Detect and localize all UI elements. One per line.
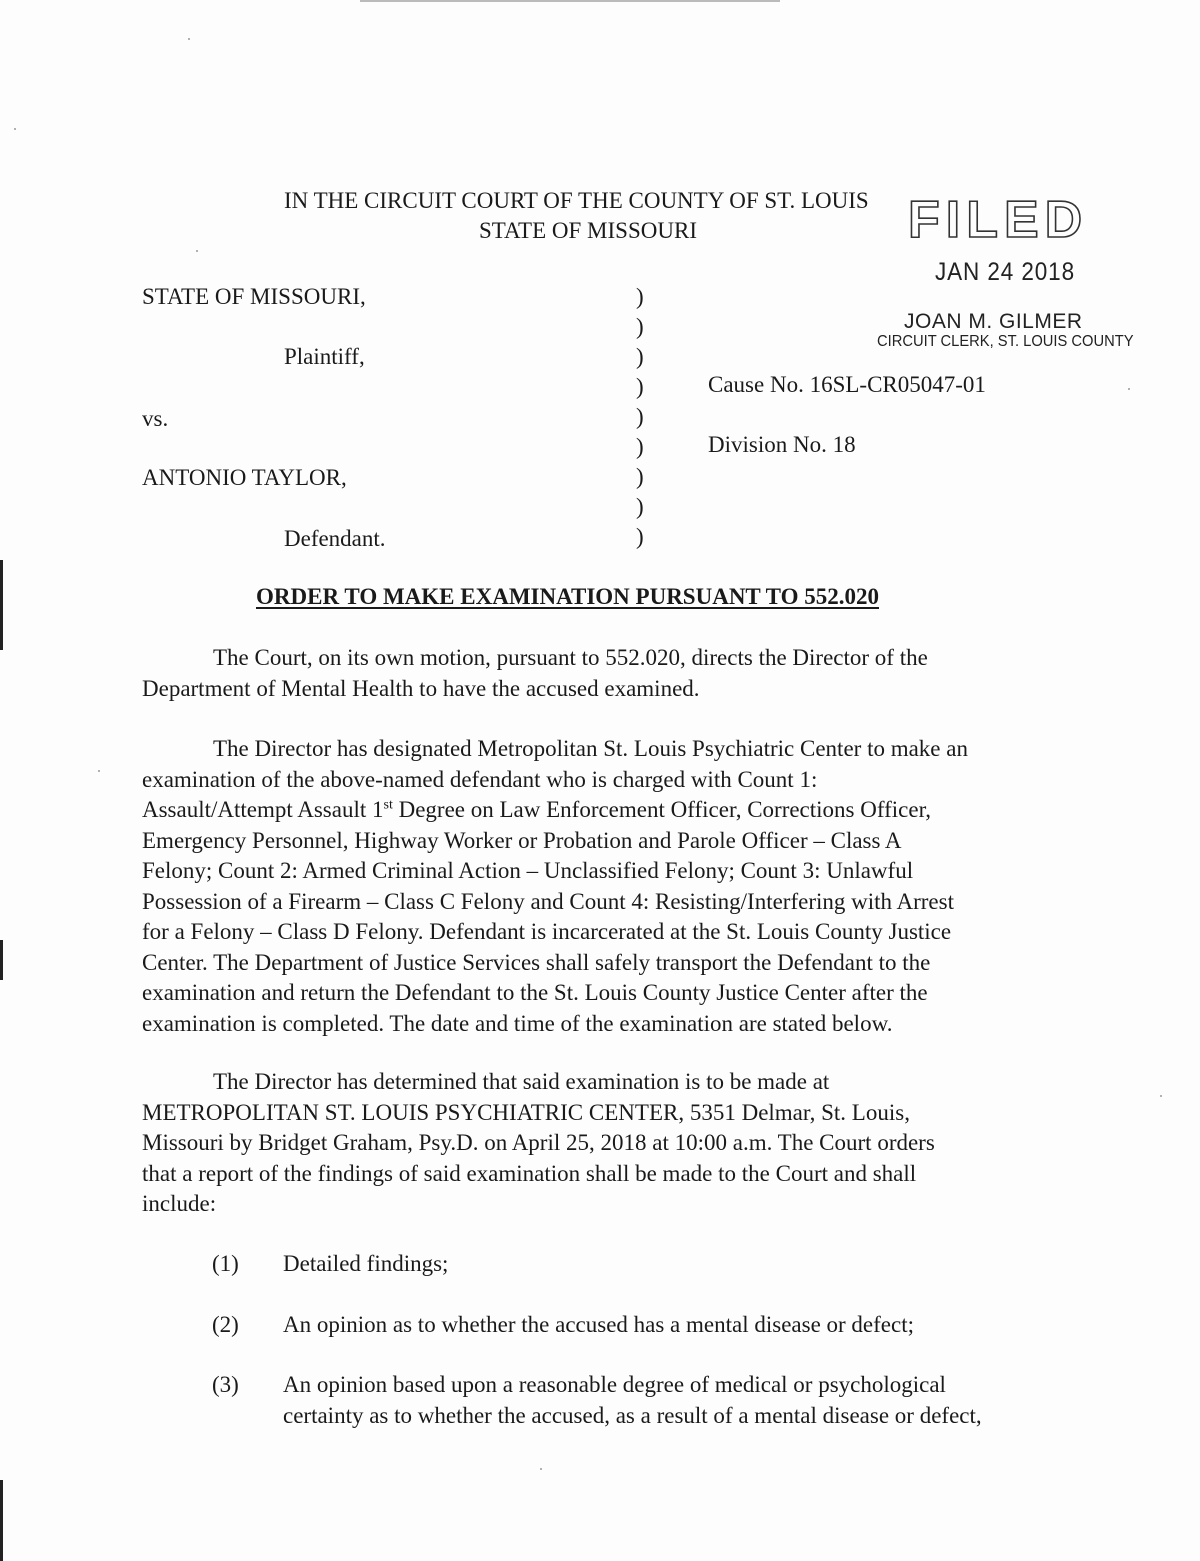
paragraph-line: Missouri by Bridget Graham, Psy.D. on April 25, 2018 at 10:00 a.m. The Court orders bbox=[142, 1130, 935, 1155]
scan-speck bbox=[540, 1468, 542, 1470]
paragraph-line: Felony; Count 2: Armed Criminal Action – Unclassified Felony; Count 3: Unlawful bbox=[142, 858, 914, 883]
item-text: An opinion as to whether the accused has a mental disease or defect; bbox=[283, 1312, 914, 1337]
item-text: An opinion based upon a reasonable degree of medical or psychological bbox=[283, 1372, 946, 1397]
court-state: STATE OF MISSOURI bbox=[479, 218, 697, 243]
court-heading: IN THE CIRCUIT COURT OF THE COUNTY OF ST. LOUIS bbox=[284, 188, 869, 213]
paragraph-line: The Court, on its own motion, pursuant to 552.020, directs the Director of the bbox=[213, 645, 928, 670]
item-number: (3) bbox=[212, 1372, 239, 1397]
paragraph-line: Emergency Personnel, Highway Worker or Probation and Parole Officer – Class A bbox=[142, 827, 902, 853]
cause-number: Cause No. 16SL-CR05047-01 bbox=[708, 372, 986, 397]
caption-paren: ) bbox=[636, 284, 644, 309]
paragraph-line: Department of Mental Health to have the accused examined. bbox=[142, 675, 700, 701]
clerk-title: CIRCUIT CLERK, ST. LOUIS COUNTY bbox=[877, 333, 1134, 350]
item-number: (2) bbox=[212, 1312, 239, 1337]
paragraph-line: METROPOLITAN ST. LOUIS PSYCHIATRIC CENTER, 5351 Delmar, St. Louis, bbox=[142, 1099, 910, 1125]
paragraph-line: The Director has determined that said examination is to be made at bbox=[213, 1069, 830, 1094]
defendant-name: ANTONIO TAYLOR, bbox=[142, 465, 347, 490]
scan-speck bbox=[188, 38, 190, 40]
clerk-name: JOAN M. GILMER bbox=[904, 310, 1083, 333]
scan-speck bbox=[1160, 1095, 1162, 1097]
paragraph-designation bbox=[142, 734, 1072, 1039]
paragraph-line: for a Felony – Class D Felony. Defendant is incarcerated at the St. Louis County Justice bbox=[142, 919, 952, 944]
paragraph-line: examination of the above-named defendant who is charged with Count 1: bbox=[142, 766, 818, 792]
paragraph-examination bbox=[142, 1067, 1072, 1220]
order-title: ORDER TO MAKE EXAMINATION PURSUANT TO 552.020 bbox=[256, 584, 879, 609]
caption-paren: ) bbox=[636, 314, 644, 339]
caption-paren: ) bbox=[636, 524, 644, 549]
paragraph-line: include: bbox=[142, 1191, 217, 1216]
scan-speck bbox=[196, 250, 198, 252]
scan-speck bbox=[98, 770, 100, 772]
item-text: certainty as to whether the accused, as a result of a mental disease or defect, bbox=[283, 1403, 982, 1428]
paragraph-line: The Director has designated Metropolitan St. Louis Psychiatric Center to make an bbox=[213, 736, 968, 761]
item-text: Detailed findings; bbox=[283, 1251, 449, 1276]
paragraph-line: examination and return the Defendant to the St. Louis County Justice Center after the bbox=[142, 980, 928, 1005]
scan-edge-mark bbox=[0, 560, 3, 650]
filed-date: JAN 24 2018 bbox=[935, 258, 1075, 286]
scan-speck bbox=[14, 128, 16, 130]
caption-paren: ) bbox=[636, 374, 644, 399]
paragraph-line: Center. The Department of Justice Services shall safely transport the Defendant to the bbox=[142, 949, 931, 975]
plaintiff-name: STATE OF MISSOURI, bbox=[142, 284, 366, 309]
caption-paren: ) bbox=[636, 344, 644, 369]
paragraph-line: that a report of the findings of said examination shall be made to the Court and shall bbox=[142, 1160, 917, 1186]
scan-edge-mark bbox=[0, 940, 3, 980]
versus-label: vs. bbox=[142, 406, 169, 431]
scan-edge-mark bbox=[0, 1480, 3, 1561]
caption-paren: ) bbox=[636, 464, 644, 489]
paragraph-line: Assault/Attempt Assault 1st Degree on Law Enforcement Officer, Corrections Officer, bbox=[142, 797, 932, 822]
paragraph-line: Possession of a Firearm – Class C Felony and Count 4: Resisting/Interfering with Arrest bbox=[142, 888, 954, 914]
defendant-label: Defendant. bbox=[284, 526, 386, 551]
caption-paren: ) bbox=[636, 404, 644, 429]
plaintiff-label: Plaintiff, bbox=[284, 344, 365, 369]
caption-paren: ) bbox=[636, 434, 644, 459]
caption-paren: ) bbox=[636, 494, 644, 519]
item-number: (1) bbox=[212, 1251, 239, 1276]
paragraph-intro bbox=[142, 643, 1072, 704]
division-number: Division No. 18 bbox=[708, 432, 856, 457]
scan-top-rule bbox=[360, 0, 780, 2]
scan-speck bbox=[1128, 388, 1130, 390]
filed-stamp: FILED bbox=[908, 191, 1089, 249]
paragraph-line: examination is completed. The date and time of the examination are stated below. bbox=[142, 1010, 893, 1036]
